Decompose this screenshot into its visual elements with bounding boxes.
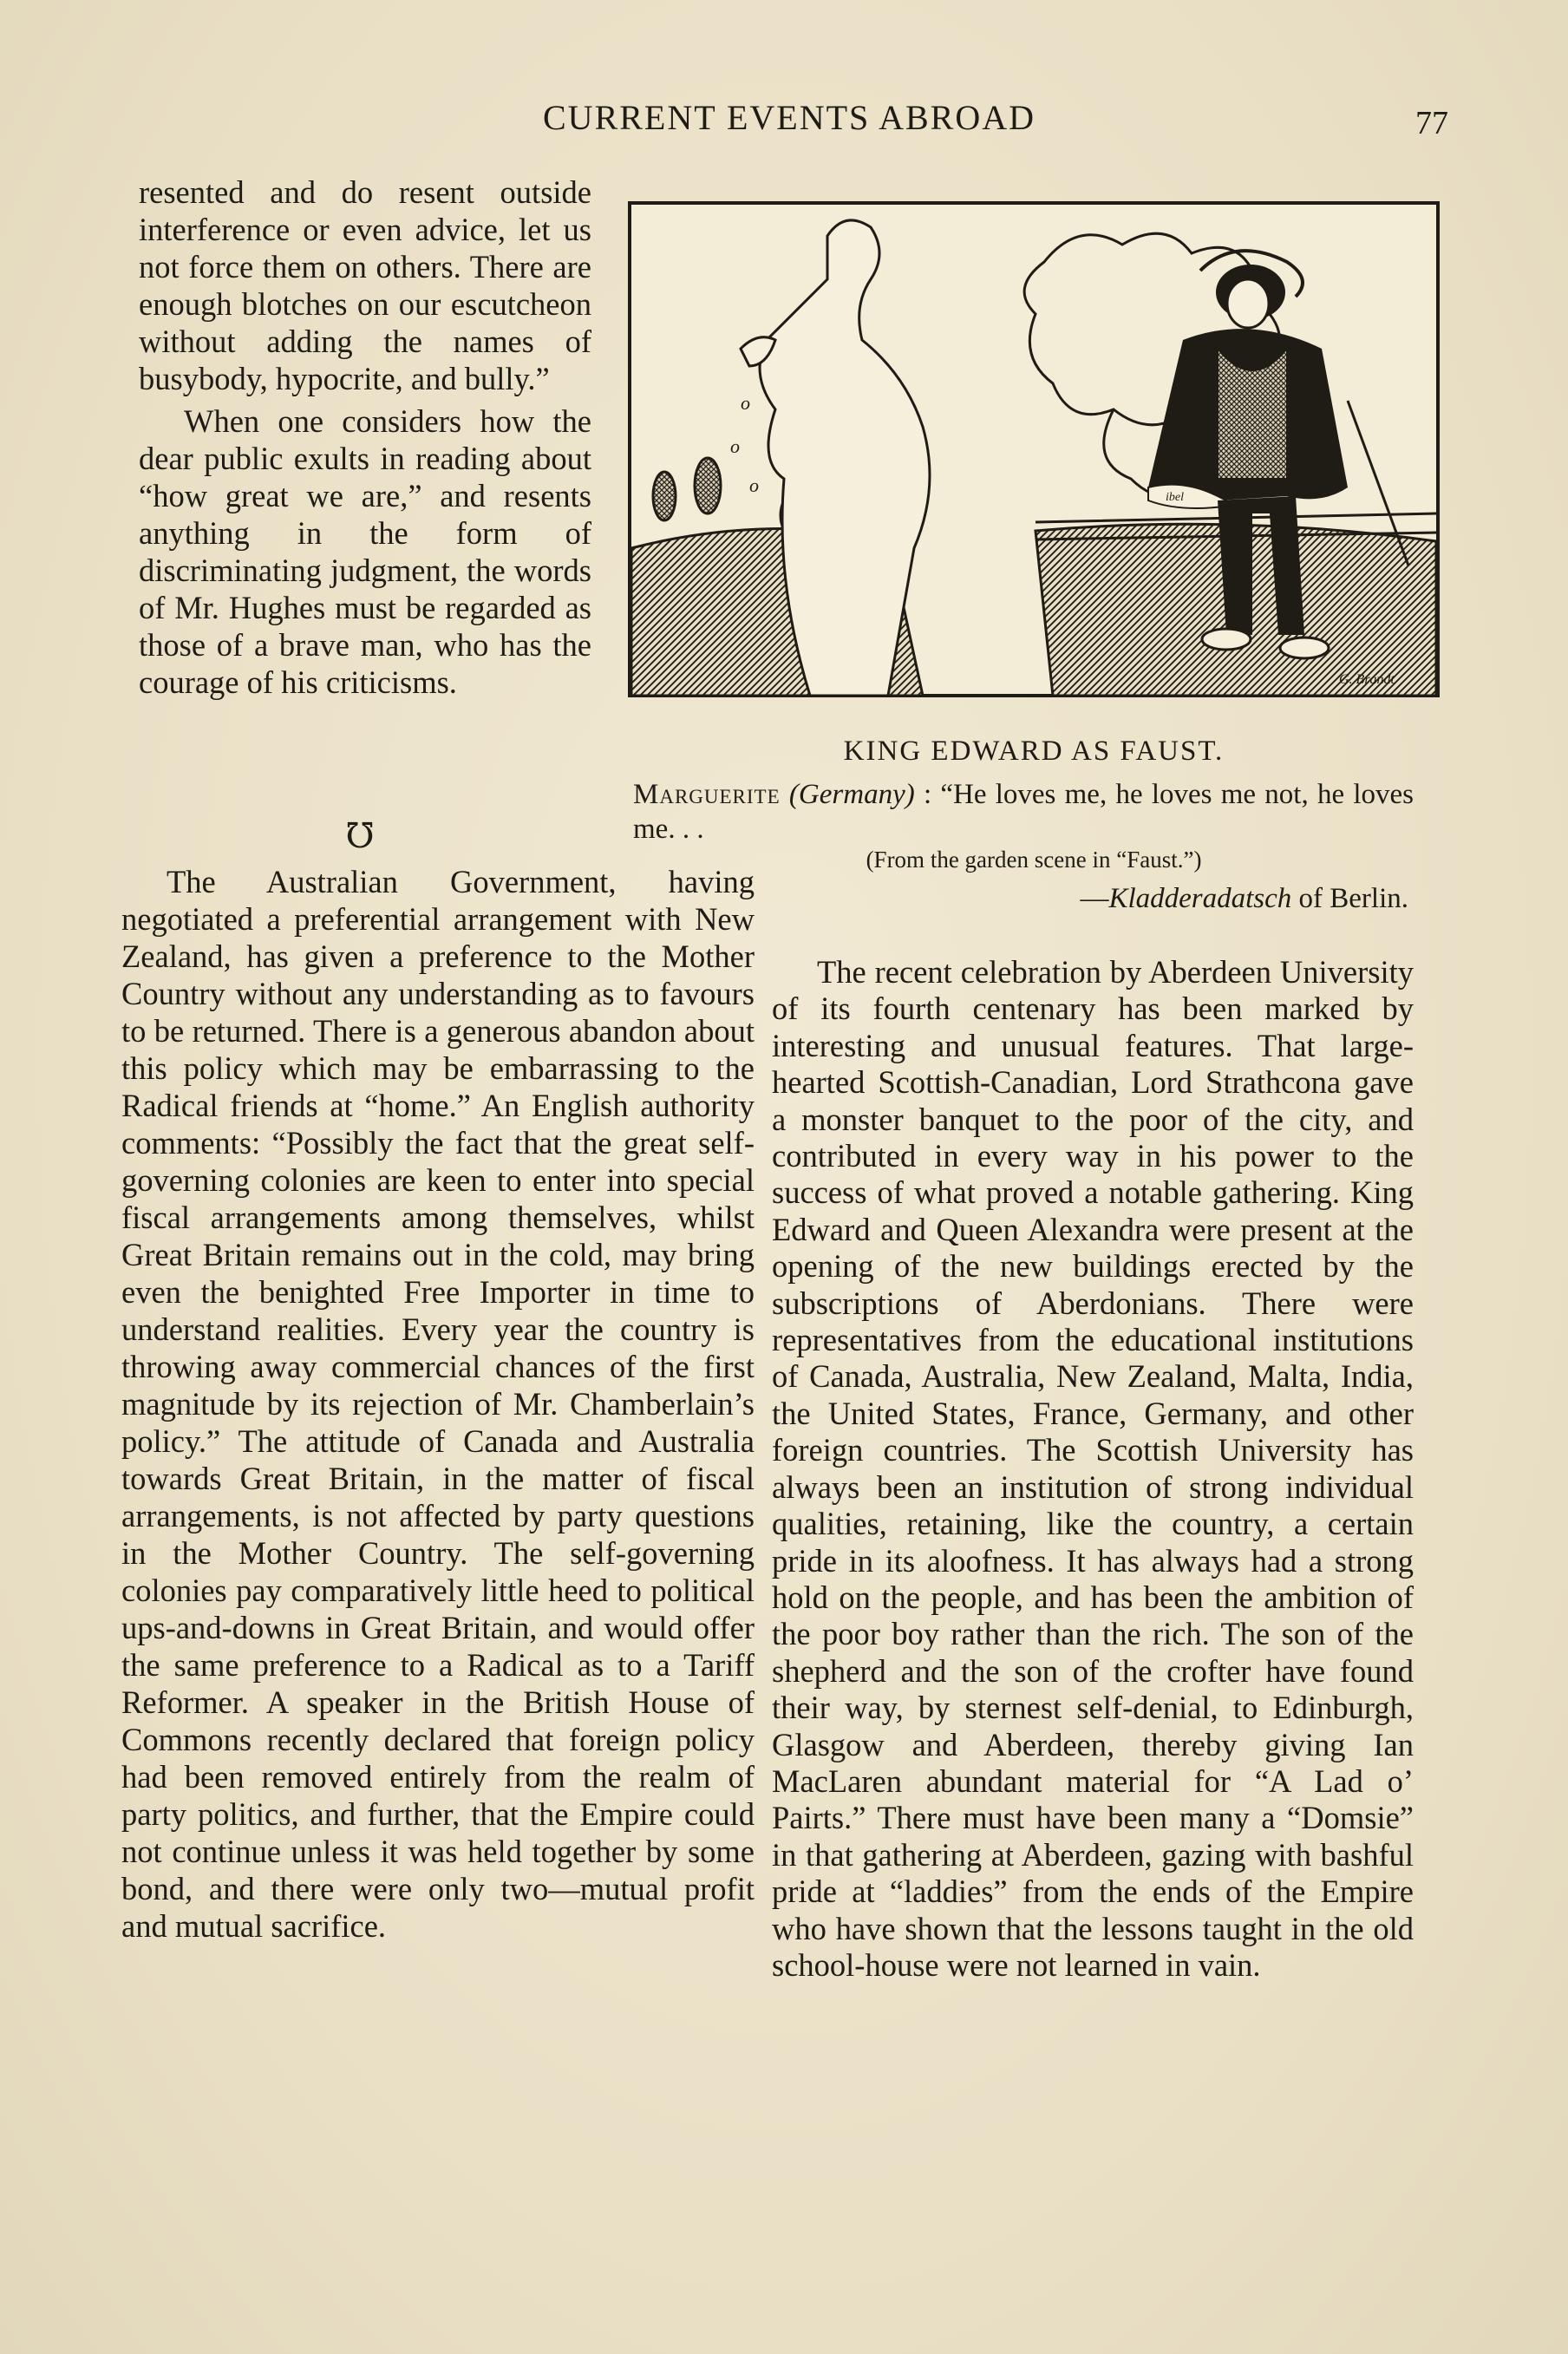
paragraph: resented and do resent outside interference or even advice, let us not force them on others. There are enough blotches on our escutcheon without adding the names of busybody, hypocrite, and bully.” (139, 174, 591, 396)
left-column-top (139, 173, 591, 706)
credit-publication: Kladderadatsch (1108, 883, 1292, 914)
section-ornament: ℧ (345, 816, 375, 855)
paragraph: The recent celebration by Aberdeen University of its fourth centenary has been marked by interesting and unusual features. That large-hearted Scottish-Canadian, Lord Strathcona gave a monster banquet to the poor of the city, and contributed in every way in his power to the success of what proved a notable gathering. King Edward and Queen Alexandra were present at the opening of the new buildings erected by the subscriptions of Aberdonians. There were representatives from the educational institutions of Canada, Australia, New Zealand, Malta, India, the United States, France, Germany, and other foreign countries. The Scottish University has always been an institution of strong individual qualities, retaining, like the country, a certain pride in its aloofness. It has always had a strong hold on the people, and has been the ambition of the poor boy rather than the rich. The son of the shepherd and the son of the crofter have found their way, by sternest self-denial, to Edinburgh, Glasgow and Aberdeen, thereby giving Ian MacLaren abundant material for “A Lad o’ Pairts.” There must have been many a “Domsie” in that gathering at Aberdeen, gazing with bashful pride at “laddies” from the ends of the Empire who have shown that the lessons taught in the old school-house were not learned in vain. (772, 954, 1414, 1983)
book-label: ibel (1166, 491, 1184, 504)
page-number: 77 (1415, 105, 1448, 141)
cartoon-speech (633, 777, 1414, 847)
svg-text:o: o (741, 392, 750, 414)
artist-signature: G. Brandt (1339, 672, 1395, 687)
speech-text: : “He loves me, he loves me not, he loves me. . . (633, 779, 1414, 845)
running-title: CURRENT EVENTS ABROAD (543, 98, 1036, 137)
left-column-bottom (121, 863, 755, 1950)
cartoon-drawing (628, 201, 1440, 697)
cartoon-source-note: (From the garden scene in “Faust.”) (866, 847, 1202, 873)
paragraph: When one considers how the dear public exults in reading about “how great we are,” and resents anything in the form of discriminating judgment, the words of Mr. Hughes must be regarded as those of a brave man, who has the courage of his criticisms. (139, 403, 591, 700)
cartoon-credit (628, 883, 1408, 915)
cartoon-title: KING EDWARD AS FAUST. (843, 736, 1225, 767)
speaker-note: (Germany) (788, 779, 915, 810)
credit-place: of Berlin. (1291, 883, 1408, 914)
paragraph: The Australian Government, having negotiated a preferential arrangement with New Zealand, has given a preference to the Mother Country without any understanding as to favours to be returned. There is a generous abandon about this policy which may be embarrassing to the Radical friends at “home.” An English authority comments: “Possibly the fact that the great self-governing colonies are keen to enter into special fiscal arrangements among themselves, whilst Great Britain remains out in the cold, may bring even the benighted Free Importer in time to understand realities. Every year the country is throwing away commercial chances of the first magnitude by its rejection of Mr. Chamberlain’s policy.” The attitude of Canada and Australia towards Great Britain, in the matter of fiscal arrangements, is not affected by party questions in the Mother Country. The self-governing colonies pay comparatively little heed to political ups-and-downs in Great Britain, and would offer the same preference to a Radical as to a Tariff Reformer. A speaker in the British House of Commons recently declared that foreign policy had been removed entirely from the realm of party politics, and further, that the Empire could not continue unless it was held together by some bond, and there were only two—mutual profit and mutual sacrifice. (121, 864, 755, 1944)
right-column (772, 954, 1414, 1989)
svg-text:o: o (749, 474, 759, 496)
speaker-name: Marguerite (633, 779, 781, 810)
svg-text:o: o (730, 435, 740, 457)
credit-dash: — (1080, 883, 1109, 914)
running-header (130, 97, 1448, 149)
cartoon-illustration (628, 201, 1440, 697)
